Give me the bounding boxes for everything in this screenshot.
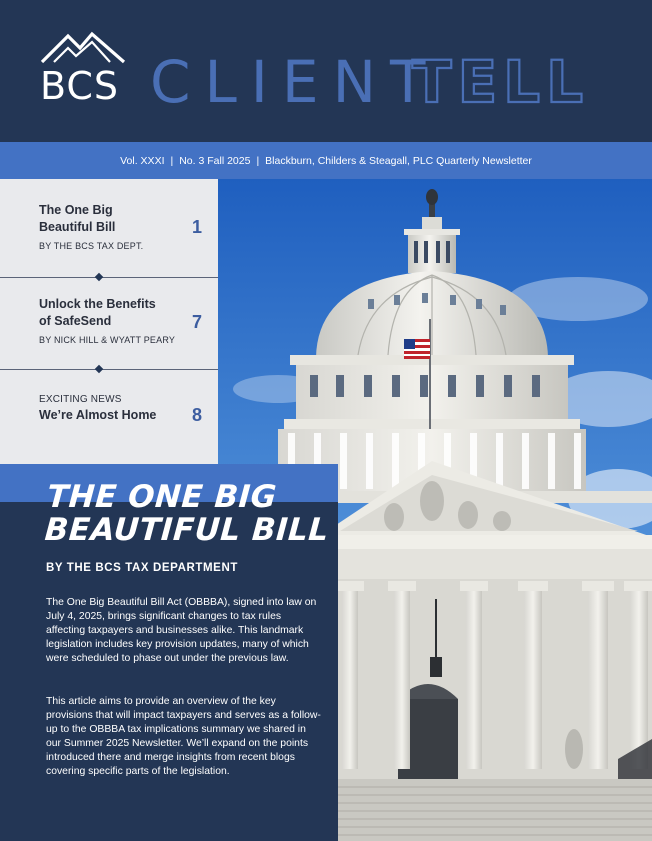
toc-title-line: We’re Almost Home <box>39 408 157 422</box>
toc-kicker: EXCITING NEWS <box>39 394 122 405</box>
issue-strip <box>0 142 652 179</box>
toc-subtitle: BY NICK HILL & WYATT PEARY <box>39 335 176 345</box>
toc-title-line: The One Big <box>39 203 113 217</box>
article-paragraph: This article aims to provide an overview of the key provisions that will impact taxpayers and serves as a follow-up to the OBBBA tax implications summary we shared in our Summer 2025 Newsletter. We’ll expand on the points introduced there and merge insights from recent blogs covering specific parts of the legislation. <box>46 696 321 777</box>
table-of-contents <box>0 179 218 464</box>
wordmark-client: CLIENT <box>150 52 440 116</box>
logo-text: BCS <box>40 64 120 108</box>
separator: | <box>170 154 174 167</box>
toc-page-number: 1 <box>192 217 203 237</box>
separator: | <box>256 154 260 167</box>
article-paragraph: The One Big Beautiful Bill Act (OBBBA), signed into law on July 4, 2025, brings significant changes to tax rules affecting taxpayers and businesses alike. This landmark legislation includes key provision updates, many of which were scheduled to phase out under the previous law. <box>46 597 317 664</box>
article-title-line: THE ONE BIG <box>45 479 278 515</box>
wordmark-tell: TELL <box>412 52 590 116</box>
article-title <box>44 481 339 547</box>
article-byline: BY THE BCS TAX DEPARTMENT <box>46 562 238 574</box>
toc-title-line: Unlock the Benefits <box>39 297 156 311</box>
toc-subtitle: BY THE BCS TAX DEPT. <box>39 241 144 251</box>
firm-label: Blackburn, Childers & Steagall, PLC Quarterly Newsletter <box>265 154 532 167</box>
volume-label: Vol. XXXI <box>120 154 165 167</box>
toc-page-number: 7 <box>192 312 203 332</box>
clienttell-wordmark <box>150 52 610 116</box>
issue-label: No. 3 Fall 2025 <box>179 154 251 167</box>
toc-page-number: 8 <box>192 405 203 425</box>
toc-title-line: of SafeSend <box>39 314 112 328</box>
mountain-logo-icon <box>40 30 126 64</box>
masthead-header <box>0 0 652 142</box>
toc-item[interactable] <box>0 179 218 277</box>
toc-item[interactable] <box>0 278 218 370</box>
article-title-line: BEAUTIFUL BILL <box>43 512 330 548</box>
toc-title-line: Beautiful Bill <box>39 220 116 234</box>
toc-item[interactable] <box>0 370 218 464</box>
